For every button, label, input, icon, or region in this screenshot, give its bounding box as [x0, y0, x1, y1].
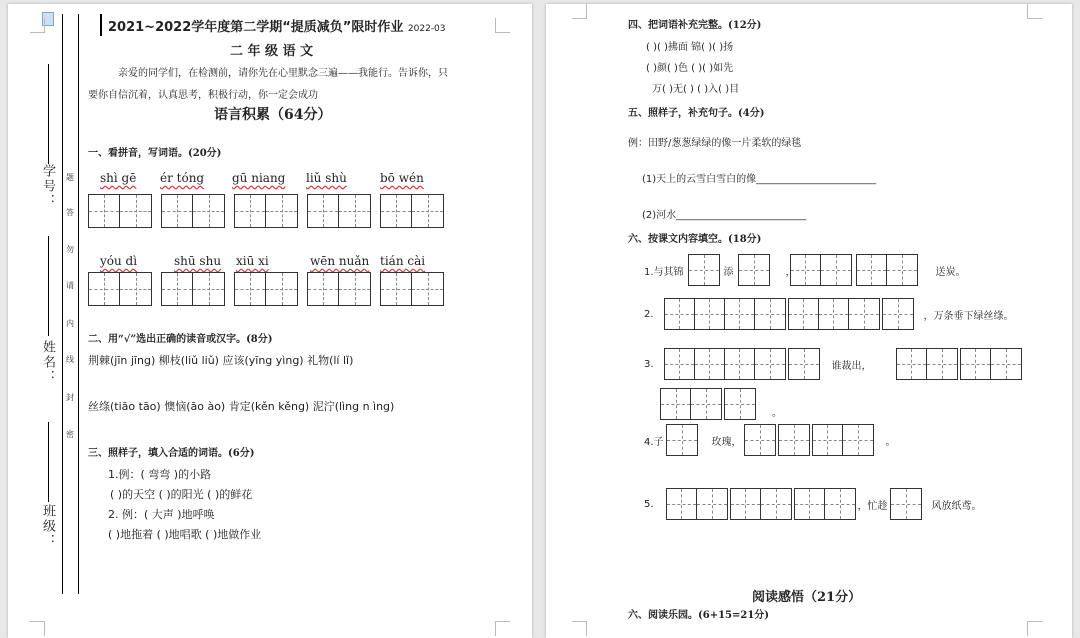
q6-item2-text: 2.: [644, 308, 654, 320]
q6-item5-text: 5.: [644, 498, 654, 510]
exam-code: 2022-03: [407, 24, 446, 34]
q6-item3-text: 谁裁出，: [831, 360, 872, 372]
q4-line1: ( )( )拂面 锦( )( )扬: [646, 42, 734, 53]
page-corner-mark: [495, 621, 510, 636]
intro-line1: 亲爱的同学们，在检测前，请你先在心里默念三遍——我能行。告诉你，只: [118, 68, 448, 79]
q2-title: 二、用“√”选出正确的读音或汉字。(8分): [88, 334, 273, 345]
binding-char: 内: [66, 319, 74, 328]
pinyin-8: xiū xi: [236, 254, 269, 268]
answer-box[interactable]: [88, 272, 152, 306]
class-label: 班级：: [40, 504, 55, 549]
answer-box[interactable]: [890, 488, 922, 520]
q3-example1: 1.例：( 弯弯 )的小路: [108, 468, 212, 481]
pinyin-1: shì gē: [100, 171, 137, 185]
q4-line2: ( )颜( )色 ( )( )如先: [646, 63, 734, 74]
pinyin-4: liǔ shù: [306, 171, 347, 185]
binding-char: 勿: [66, 245, 74, 254]
q2-line1: 荆棘(jīn jīng) 柳枝(liǔ liǔ) 应该(yīng yìng) 礼物(lí lǐ): [88, 354, 354, 367]
q1-title: 一、看拼音，写词语。(20分): [88, 148, 222, 159]
pinyin-9: wēn nuǎn: [310, 254, 370, 268]
student-no-blank: [48, 64, 49, 164]
answer-box[interactable]: [161, 272, 225, 306]
q6-item3-text: 3.: [644, 358, 654, 370]
pinyin-3: gū niang: [232, 171, 286, 185]
name-label: 姓名：: [40, 340, 55, 385]
title-bar-mark: [100, 14, 102, 36]
q3-line1: ( )的天空 ( )的阳光 ( )的鲜花: [110, 488, 253, 501]
q6-item3: [644, 348, 1022, 380]
pinyin-10: tián cài: [380, 254, 426, 268]
binding-char: 封: [66, 393, 74, 402]
page-corner-mark: [1027, 621, 1042, 636]
exam-title: [108, 16, 446, 35]
page-corner-mark: [572, 4, 587, 19]
q5-sentence1: (1)天上的云雪白雪白的像________________________: [642, 174, 877, 185]
answer-box[interactable]: [724, 388, 756, 420]
q3-title: 三、照样子，填入合适的词语。(6分): [88, 448, 255, 459]
pinyin-5: bō wén: [380, 171, 424, 185]
pinyin-6: yóu dì: [100, 254, 138, 268]
answer-box[interactable]: [790, 254, 852, 286]
answer-box[interactable]: [730, 488, 792, 520]
q5-sentence2: (2)河水__________________________: [642, 210, 807, 221]
answer-box[interactable]: [738, 254, 770, 286]
grade-subject: 二 年 级 语 文: [230, 44, 314, 59]
reading-question-title: 六、阅读乐园。(6+15=21分): [628, 610, 770, 621]
page-corner-mark: [1027, 4, 1042, 19]
q6-item4-text: 玫瑰，: [711, 436, 742, 448]
answer-box[interactable]: [664, 348, 786, 380]
answer-box[interactable]: [896, 348, 958, 380]
q6-item1-text: 1.与其锦: [644, 266, 684, 278]
answer-box[interactable]: [88, 194, 152, 228]
page-corner-mark: [30, 621, 45, 636]
answer-box[interactable]: [161, 194, 225, 228]
q6-item1: [644, 254, 966, 286]
page-corner-mark: [572, 621, 587, 636]
q5-title: 五、照样子，补充句子。(4分): [628, 108, 765, 119]
q4-title: 四、把词语补充完整。(12分): [628, 20, 762, 31]
q6-item4-text: 。: [885, 436, 896, 448]
intro-line2: 要你自信沉着，认真思考，积极行动，你一定会成功: [88, 90, 318, 101]
q6-item5: [644, 488, 982, 520]
answer-box[interactable]: [856, 254, 918, 286]
q3-line2: ( )地拖着 ( )地唱歌 ( )地做作业: [108, 528, 262, 541]
q6-item1-text: 添: [723, 266, 734, 278]
answer-box[interactable]: [744, 424, 776, 456]
answer-box[interactable]: [788, 348, 820, 380]
answer-box[interactable]: [666, 424, 698, 456]
answer-box[interactable]: [882, 298, 914, 330]
q4-line3: 万( )无( ) ( )入( )目: [652, 84, 740, 95]
q6-item4: [644, 424, 896, 456]
page-corner-mark: [495, 18, 510, 33]
answer-box[interactable]: [234, 194, 298, 228]
answer-box[interactable]: [380, 194, 444, 228]
answer-box[interactable]: [812, 424, 874, 456]
answer-box[interactable]: [660, 388, 722, 420]
q6-item2-text: ，万条垂下绿丝绦。: [923, 310, 1014, 322]
binding-char: 密: [66, 430, 74, 439]
page-corner-mark: [30, 18, 45, 33]
answer-box[interactable]: [960, 348, 1022, 380]
binding-line: [78, 14, 79, 594]
q6-item5-text: 风放纸鸢。: [931, 500, 982, 512]
q5-example: 例：田野/葱葱绿绿的像一片柔软的绿毯: [628, 138, 802, 149]
exam-page-right: [546, 4, 1072, 638]
answer-box[interactable]: [778, 424, 810, 456]
name-blank: [48, 236, 49, 336]
binding-char: 题: [66, 173, 74, 182]
exam-page-left: [8, 4, 532, 638]
answer-box[interactable]: [307, 272, 371, 306]
binding-char: 线: [66, 355, 74, 364]
answer-box[interactable]: [788, 298, 880, 330]
q1-grid-row2: [88, 272, 444, 306]
answer-box[interactable]: [234, 272, 298, 306]
q6-item5-text: ，忙趁: [857, 500, 888, 512]
q2-line2: 丝绦(tiāo tāo) 懊恼(āo ào) 肯定(kěn kěng) 泥泞(lìng n ìng): [88, 400, 395, 413]
pinyin-2: ér tóng: [160, 171, 205, 185]
answer-box[interactable]: [688, 254, 720, 286]
pinyin-7: shū shu: [174, 254, 222, 268]
class-blank: [48, 422, 49, 502]
binding-char: 答: [66, 208, 74, 217]
q6-title: 六、按课文内容填空。(18分): [628, 234, 762, 245]
answer-box[interactable]: [666, 488, 728, 520]
answer-box[interactable]: [380, 272, 444, 306]
answer-box[interactable]: [307, 194, 371, 228]
binding-char: 请: [66, 281, 74, 290]
student-no-label: 学号：: [40, 164, 55, 209]
q1-grid-row1: [88, 194, 444, 228]
answer-box[interactable]: [664, 298, 786, 330]
reading-section-title: 阅读感悟（21分）: [752, 590, 862, 605]
q6-item4-text: 4.子: [644, 436, 664, 448]
q6-item2: [644, 298, 1014, 330]
q6-item3-cont: [660, 388, 782, 420]
q6-item3-text: 。: [772, 407, 782, 419]
q3-example2: 2. 例：( 大声 )地呼唤: [108, 508, 215, 521]
exam-title-text: 2021~2022学年度第二学期“提质减负”限时作业: [108, 20, 404, 35]
q6-item1-text: 送炭。: [935, 266, 966, 278]
binding-line: [62, 14, 63, 594]
q6-item1-text: ，: [785, 266, 796, 278]
section-title: 语言积累（64分）: [214, 107, 332, 123]
answer-box[interactable]: [794, 488, 856, 520]
